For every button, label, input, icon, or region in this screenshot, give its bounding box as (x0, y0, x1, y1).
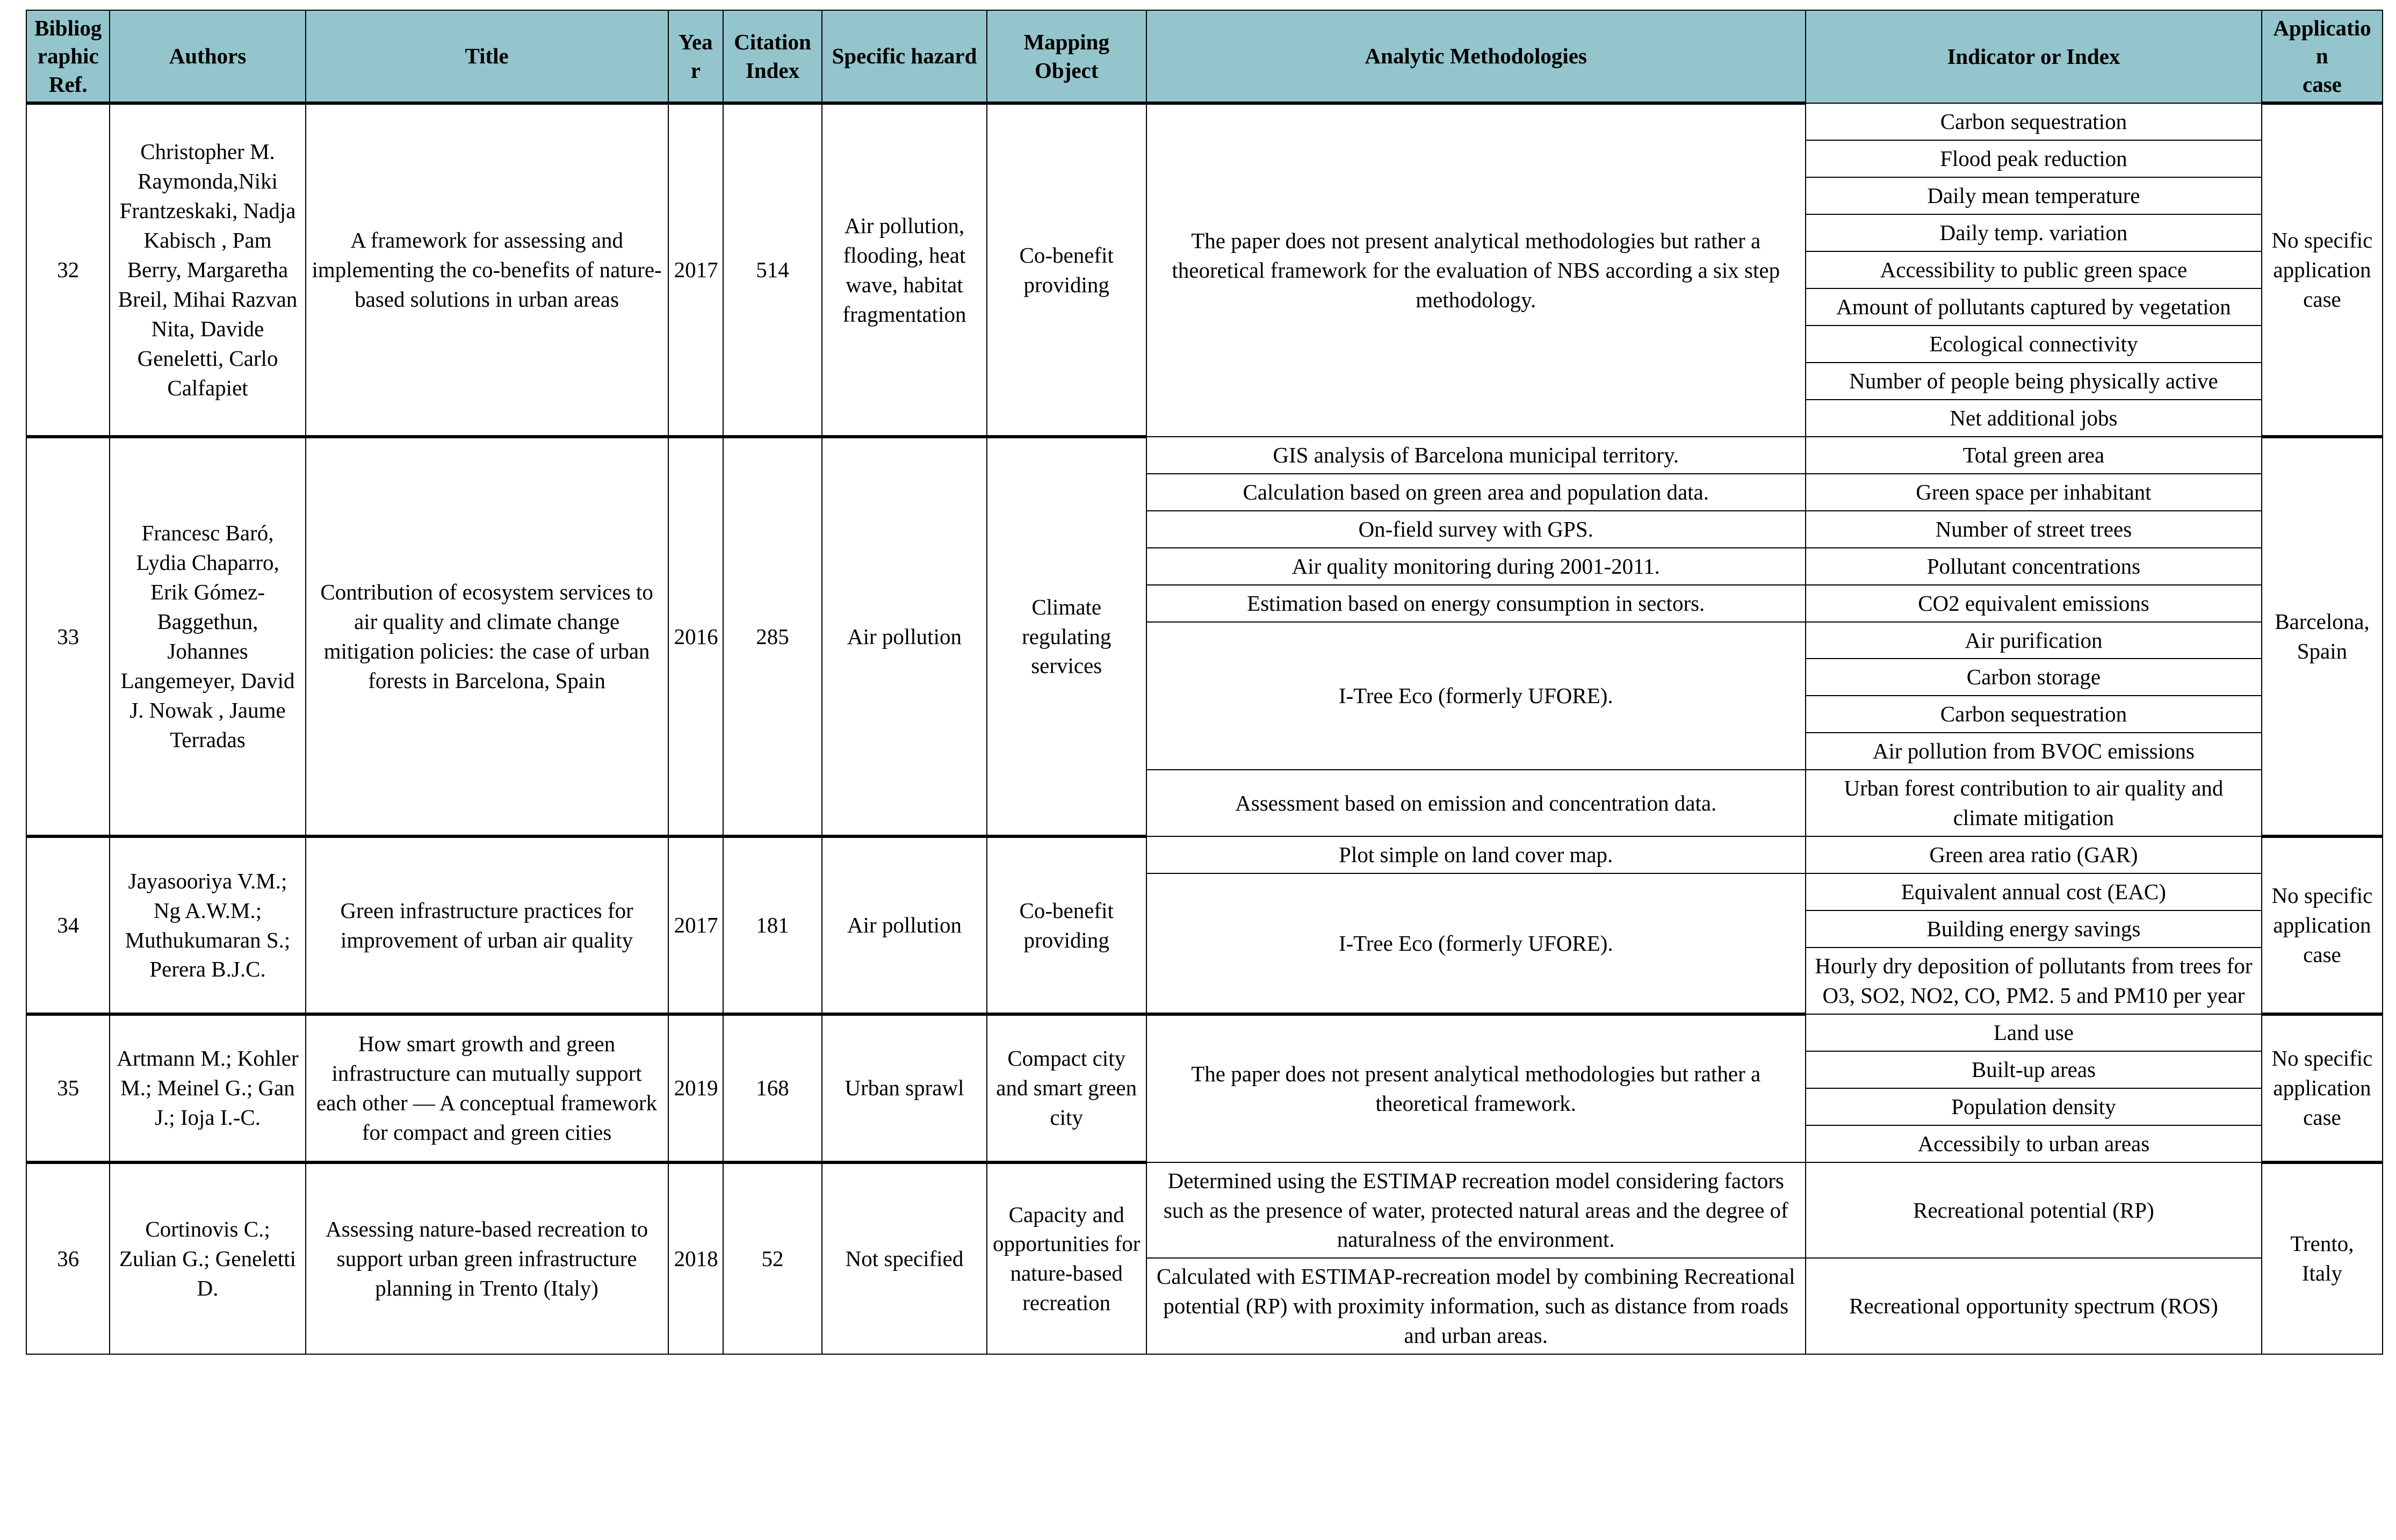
cell-indicator-or-index: Carbon sequestration (1806, 696, 2262, 733)
cell-analytic-methodology: I-Tree Eco (formerly UFORE). (1146, 622, 1806, 770)
cell-authors: Artmann M.; Kohler M.; Meinel G.; Gan J.; Ioja I.-C. (110, 1014, 305, 1162)
cell-analytic-methodology: The paper does not present analytical methodologies but rather a theoretical framework. (1146, 1014, 1806, 1162)
cell-indicator-or-index: Daily mean temperature (1806, 177, 2262, 214)
cell-year: 2017 (668, 103, 723, 436)
cell-indicator-or-index: Carbon sequestration (1806, 103, 2262, 140)
col-header-indicator-or-index: Indicator or Index (1806, 10, 2262, 103)
cell-application-case: No specific application case (2262, 836, 2383, 1014)
header-citation-line1: Citation (734, 30, 811, 55)
cell-analytic-methodology: Calculation based on green area and population data. (1146, 474, 1806, 511)
cell-analytic-methodology: Calculated with ESTIMAP-recreation model by combining Recreational potential (RP) with proximity information, such as distance from roads and urban areas. (1146, 1258, 1806, 1354)
cell-application-case: Barcelona, Spain (2262, 437, 2383, 836)
cell-application-case: No specific application case (2262, 103, 2383, 436)
cell-indicator-or-index: Amount of pollutants captured by vegetation (1806, 288, 2262, 326)
cell-year: 2018 (668, 1162, 723, 1355)
cell-authors: Jayasooriya V.M.; Ng A.W.M.; Muthukumaran S.; Perera B.J.C. (110, 836, 305, 1014)
header-citation-line2: Index (745, 57, 800, 83)
cell-analytic-methodology: GIS analysis of Barcelona municipal territory. (1146, 437, 1806, 474)
cell-indicator-or-index: Building energy savings (1806, 910, 2262, 948)
cell-mapping-object: Compact city and smart green city (987, 1014, 1146, 1162)
col-header-title: Title (306, 10, 668, 103)
cell-indicator-or-index: Number of people being physically active (1806, 363, 2262, 400)
cell-indicator-or-index: Urban forest contribution to air quality and climate mitigation (1806, 770, 2262, 836)
cell-application-case: Trento, Italy (2262, 1162, 2383, 1355)
cell-bibliographic-ref: 33 (26, 437, 110, 836)
table-row (26, 1162, 2383, 1259)
cell-indicator-or-index: Hourly dry deposition of pollutants from trees for O3, SO2, NO2, CO, PM2. 5 and PM10 per year (1806, 948, 2262, 1014)
col-header-authors: Authors (110, 10, 305, 103)
col-header-citation-index (723, 10, 822, 103)
cell-analytic-methodology: Plot simple on land cover map. (1146, 836, 1806, 873)
cell-title: A framework for assessing and implementing the co-benefits of nature-based solutions in urban areas (306, 103, 668, 436)
cell-indicator-or-index: Flood peak reduction (1806, 140, 2262, 177)
cell-indicator-or-index: Recreational opportunity spectrum (ROS) (1806, 1258, 2262, 1354)
header-ref-line3: Ref. (48, 71, 88, 97)
cell-bibliographic-ref: 36 (26, 1162, 110, 1355)
cell-indicator-or-index: Accessibily to urban areas (1806, 1125, 2262, 1162)
cell-specific-hazard: Air pollution (822, 836, 987, 1014)
cell-bibliographic-ref: 35 (26, 1014, 110, 1162)
cell-analytic-methodology: Estimation based on energy consumption in sectors. (1146, 585, 1806, 622)
bibliographic-review-table (26, 10, 2383, 1355)
cell-analytic-methodology: Air quality monitoring during 2001-2011. (1146, 548, 1806, 585)
header-mapping-line1: Mapping (1023, 30, 1109, 55)
cell-year: 2019 (668, 1014, 723, 1162)
cell-year: 2017 (668, 836, 723, 1014)
cell-specific-hazard: Urban sprawl (822, 1014, 987, 1162)
cell-citation-index: 168 (723, 1014, 822, 1162)
cell-indicator-or-index: Accessibility to public green space (1806, 251, 2262, 288)
col-header-bibliographic-ref (26, 10, 110, 103)
header-ref-line2: raphic (37, 44, 99, 69)
cell-indicator-or-index: Number of street trees (1806, 511, 2262, 548)
cell-analytic-methodology: Assessment based on emission and concentration data. (1146, 770, 1806, 836)
cell-citation-index: 514 (723, 103, 822, 436)
cell-indicator-or-index: Equivalent annual cost (EAC) (1806, 873, 2262, 910)
header-mapping-line2: Object (1035, 57, 1099, 83)
cell-indicator-or-index: Air purification (1806, 622, 2262, 659)
cell-indicator-or-index: Green space per inhabitant (1806, 474, 2262, 511)
cell-analytic-methodology: The paper does not present analytical methodologies but rather a theoretical framework for the evaluation of NBS according a six step methodology. (1146, 103, 1806, 436)
cell-indicator-or-index: Green area ratio (GAR) (1806, 836, 2262, 873)
cell-mapping-object: Co-benefit providing (987, 836, 1146, 1014)
table-header (26, 10, 2383, 103)
cell-specific-hazard: Not specified (822, 1162, 987, 1355)
cell-citation-index: 52 (723, 1162, 822, 1355)
cell-indicator-or-index: Air pollution from BVOC emissions (1806, 733, 2262, 770)
cell-title: Green infrastructure practices for improvement of urban air quality (306, 836, 668, 1014)
cell-citation-index: 181 (723, 836, 822, 1014)
cell-bibliographic-ref: 34 (26, 836, 110, 1014)
table-row (26, 836, 2383, 873)
cell-indicator-or-index: Population density (1806, 1088, 2262, 1125)
cell-indicator-or-index: CO2 equivalent emissions (1806, 585, 2262, 622)
table-body (26, 103, 2383, 1354)
cell-application-case: No specific application case (2262, 1014, 2383, 1162)
header-ref-line1: Bibliog (34, 16, 102, 40)
col-header-specific-hazard: Specific hazard (822, 10, 987, 103)
cell-citation-index: 285 (723, 437, 822, 836)
col-header-analytic-methodologies: Analytic Methodologies (1146, 10, 1806, 103)
cell-mapping-object: Climate regulating services (987, 437, 1146, 836)
cell-authors: Cortinovis C.; Zulian G.; Geneletti D. (110, 1162, 305, 1355)
cell-indicator-or-index: Recreational potential (RP) (1806, 1162, 2262, 1259)
cell-specific-hazard: Air pollution, flooding, heat wave, habitat fragmentation (822, 103, 987, 436)
table-row (26, 103, 2383, 140)
cell-specific-hazard: Air pollution (822, 437, 987, 836)
cell-indicator-or-index: Daily temp. variation (1806, 214, 2262, 251)
cell-title: Assessing nature-based recreation to support urban green infrastructure planning in Trento (Italy) (306, 1162, 668, 1355)
cell-indicator-or-index: Built-up areas (1806, 1051, 2262, 1088)
col-header-year: Year (668, 10, 723, 103)
cell-analytic-methodology: On-field survey with GPS. (1146, 511, 1806, 548)
cell-analytic-methodology: I-Tree Eco (formerly UFORE). (1146, 873, 1806, 1014)
cell-indicator-or-index: Net additional jobs (1806, 400, 2262, 437)
header-appcase-line1: Application (2273, 16, 2371, 69)
cell-analytic-methodology: Determined using the ESTIMAP recreation model considering factors such as the presence of water, protected natural areas and the degree of naturalness of the environment. (1146, 1162, 1806, 1259)
cell-mapping-object: Capacity and opportunities for nature-based recreation (987, 1162, 1146, 1355)
header-row (26, 10, 2383, 103)
header-appcase-line2: case (2303, 71, 2342, 97)
cell-indicator-or-index: Carbon storage (1806, 659, 2262, 696)
cell-authors: Francesc Baró, Lydia Chaparro, Erik Gómez-Baggethun, Johannes Langemeyer, David J. Nowak , Jaume Terradas (110, 437, 305, 836)
cell-year: 2016 (668, 437, 723, 836)
table-row (26, 1014, 2383, 1051)
cell-indicator-or-index: Total green area (1806, 437, 2262, 474)
cell-indicator-or-index: Ecological connectivity (1806, 326, 2262, 363)
cell-indicator-or-index: Pollutant concentrations (1806, 548, 2262, 585)
cell-bibliographic-ref: 32 (26, 103, 110, 436)
col-header-mapping-object (987, 10, 1146, 103)
cell-mapping-object: Co-benefit providing (987, 103, 1146, 436)
cell-indicator-or-index: Land use (1806, 1014, 2262, 1051)
col-header-application-case (2262, 10, 2383, 103)
cell-title: Contribution of ecosystem services to air quality and climate change mitigation policies: the case of urban forests in Barcelona, Spain (306, 437, 668, 836)
cell-authors: Christopher M. Raymonda,Niki Frantzeskaki, Nadja Kabisch , Pam Berry, Margaretha Breil, Mihai Razvan Nita, Davide Geneletti, Carlo Calfapiet (110, 103, 305, 436)
cell-title: How smart growth and green infrastructure can mutually support each other — A conceptual framework for compact and green cities (306, 1014, 668, 1162)
table-row (26, 437, 2383, 474)
